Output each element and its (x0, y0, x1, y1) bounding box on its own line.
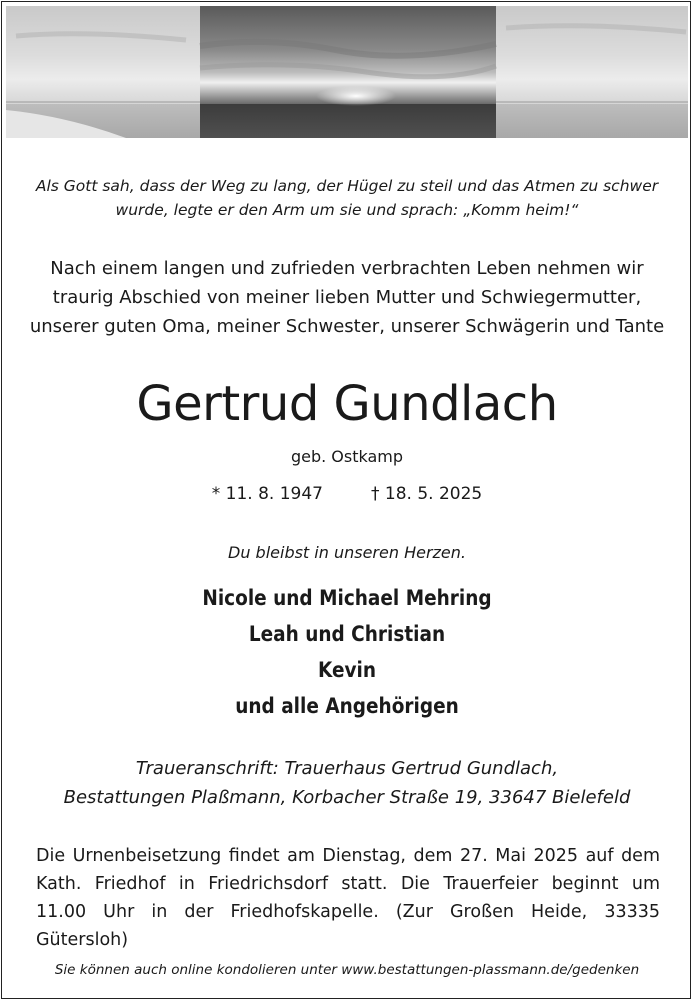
deceased-name: Gertrud Gundlach (136, 376, 558, 432)
funeral-line: 11.00 Uhr in der Friedhofskapelle. (Zur Großen Heide, 33335 Gütersloh) (36, 902, 660, 950)
address-line: Traueranschrift: Trauerhaus Gertrud Gundlach, (135, 758, 559, 779)
intro-line: unserer guten Oma, meiner Schwester, unserer Schwägerin und Tante (29, 316, 665, 337)
birth-name: geb. Ostkamp (290, 447, 404, 466)
intro-text (2, 254, 691, 341)
quote (2, 174, 691, 222)
mourner: Nicole und Michael Mehring (202, 586, 492, 610)
mourner: Leah und Christian (248, 622, 446, 646)
online-condolence: Sie können auch online kondolieren unter www.bestattungen-plassmann.de/gedenken (54, 962, 640, 978)
sea-sunset-image (6, 6, 688, 138)
mourners-list (43, 580, 650, 724)
quote-line: Als Gott sah, dass der Weg zu lang, der Hügel zu steil und das Atmen zu schwer (35, 177, 659, 195)
mourner: und alle Angehörigen (235, 694, 459, 718)
mourning-address (2, 754, 691, 812)
funeral-line: Die Urnenbeisetzung findet am Dienstag, dem 27. Mai 2025 auf dem (36, 846, 660, 866)
birth-date: * 11. 8. 1947 (211, 484, 323, 504)
death-date: † 18. 5. 2025 (371, 484, 483, 504)
farewell-line: Du bleibst in unseren Herzen. (228, 543, 466, 562)
obituary-notice (1, 1, 691, 999)
intro-line: traurig Abschied von meiner lieben Mutter und Schwiegermutter, (52, 287, 642, 308)
funeral-details (36, 842, 660, 954)
mourner: Kevin (317, 658, 377, 682)
quote-line: wurde, legte er den Arm um sie und sprach: „Komm heim!“ (115, 201, 579, 219)
address-line: Bestattungen Plaßmann, Korbacher Straße 19, 33647 Bielefeld (63, 787, 631, 808)
funeral-line: Kath. Friedhof in Friedrichsdorf statt. Die Trauerfeier beginnt um (36, 874, 660, 894)
life-dates (2, 482, 691, 506)
intro-line: Nach einem langen und zufrieden verbrachten Leben nehmen wir (50, 258, 644, 279)
